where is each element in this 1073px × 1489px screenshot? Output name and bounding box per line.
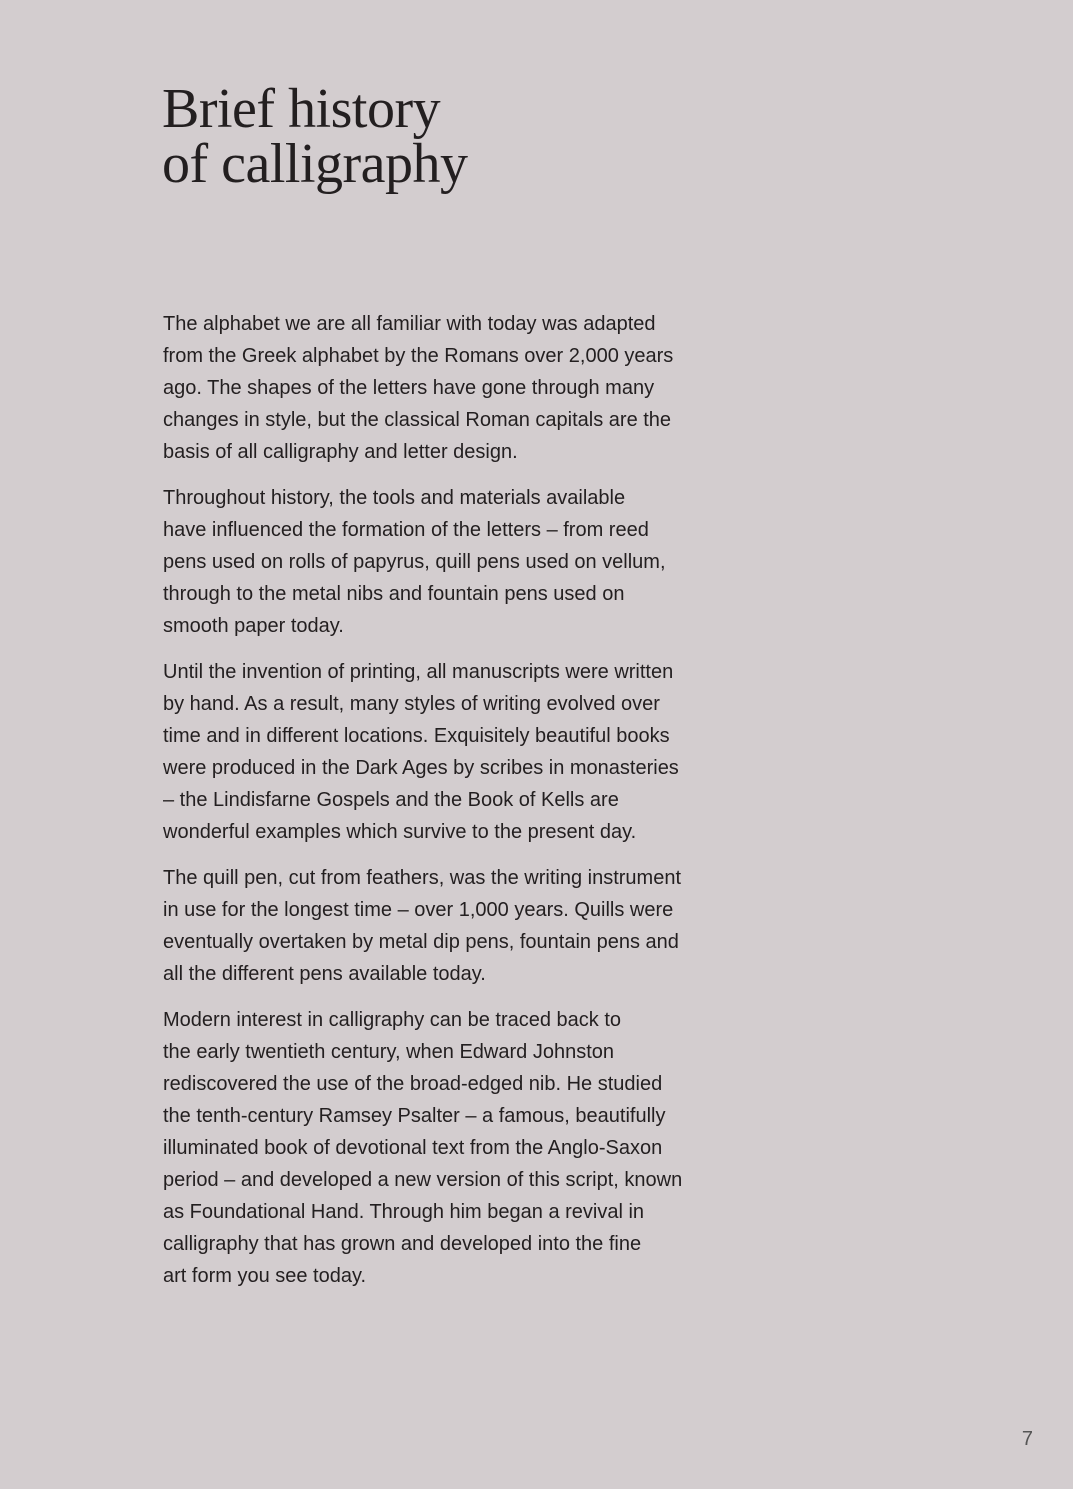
page-title: [162, 78, 468, 195]
text-line: Modern interest in calligraphy can be traced back to: [163, 1009, 622, 1031]
paragraph-2: [163, 482, 763, 642]
text-line: Until the invention of printing, all manuscripts were written: [163, 661, 674, 683]
text-line: ago. The shapes of the letters have gone through many: [163, 377, 655, 399]
text-line: calligraphy that has grown and developed into the fine: [163, 1233, 642, 1255]
text-line: from the Greek alphabet by the Romans over 2,000 years: [163, 345, 674, 367]
text-line: in use for the longest time – over 1,000 years. Quills were: [163, 899, 674, 921]
text-line: eventually overtaken by metal dip pens, fountain pens and: [163, 931, 679, 953]
text-line: basis of all calligraphy and letter design.: [163, 441, 518, 463]
paragraph-3: [163, 656, 763, 848]
text-line: pens used on rolls of papyrus, quill pens used on vellum,: [163, 551, 666, 573]
page-number: 7: [1021, 1428, 1033, 1450]
text-line: art form you see today.: [163, 1265, 367, 1287]
paragraph-4: [163, 862, 763, 990]
title-line-2: of calligraphy: [162, 133, 468, 195]
text-line: changes in style, but the classical Roman capitals are the: [163, 409, 672, 431]
text-line: the early twentieth century, when Edward Johnston: [163, 1041, 614, 1063]
text-line: have influenced the formation of the letters – from reed: [163, 519, 649, 541]
text-line: the tenth-century Ramsey Psalter – a famous, beautifully: [163, 1105, 666, 1127]
body-text: [163, 308, 763, 1306]
text-line: wonderful examples which survive to the present day.: [163, 821, 637, 843]
text-line: The alphabet we are all familiar with today was adapted: [163, 313, 656, 335]
text-line: time and in different locations. Exquisitely beautiful books: [163, 725, 670, 747]
text-line: illuminated book of devotional text from the Anglo-Saxon: [163, 1137, 663, 1159]
text-line: smooth paper today.: [163, 615, 344, 637]
title-line-1: Brief history: [162, 78, 441, 140]
text-line: Throughout history, the tools and materials available: [163, 487, 626, 509]
text-line: rediscovered the use of the broad-edged nib. He studied: [163, 1073, 663, 1095]
paragraph-1: [163, 308, 763, 468]
text-line: – the Lindisfarne Gospels and the Book of Kells are: [163, 789, 619, 811]
text-line: The quill pen, cut from feathers, was the writing instrument: [163, 867, 682, 889]
text-line: through to the metal nibs and fountain pens used on: [163, 583, 625, 605]
text-line: as Foundational Hand. Through him began a revival in: [163, 1201, 645, 1223]
text-line: period – and developed a new version of this script, known: [163, 1169, 683, 1191]
paragraph-5: [163, 1004, 763, 1292]
text-line: were produced in the Dark Ages by scribes in monasteries: [163, 757, 679, 779]
text-line: all the different pens available today.: [163, 963, 486, 985]
text-line: by hand. As a result, many styles of writing evolved over: [163, 693, 660, 715]
